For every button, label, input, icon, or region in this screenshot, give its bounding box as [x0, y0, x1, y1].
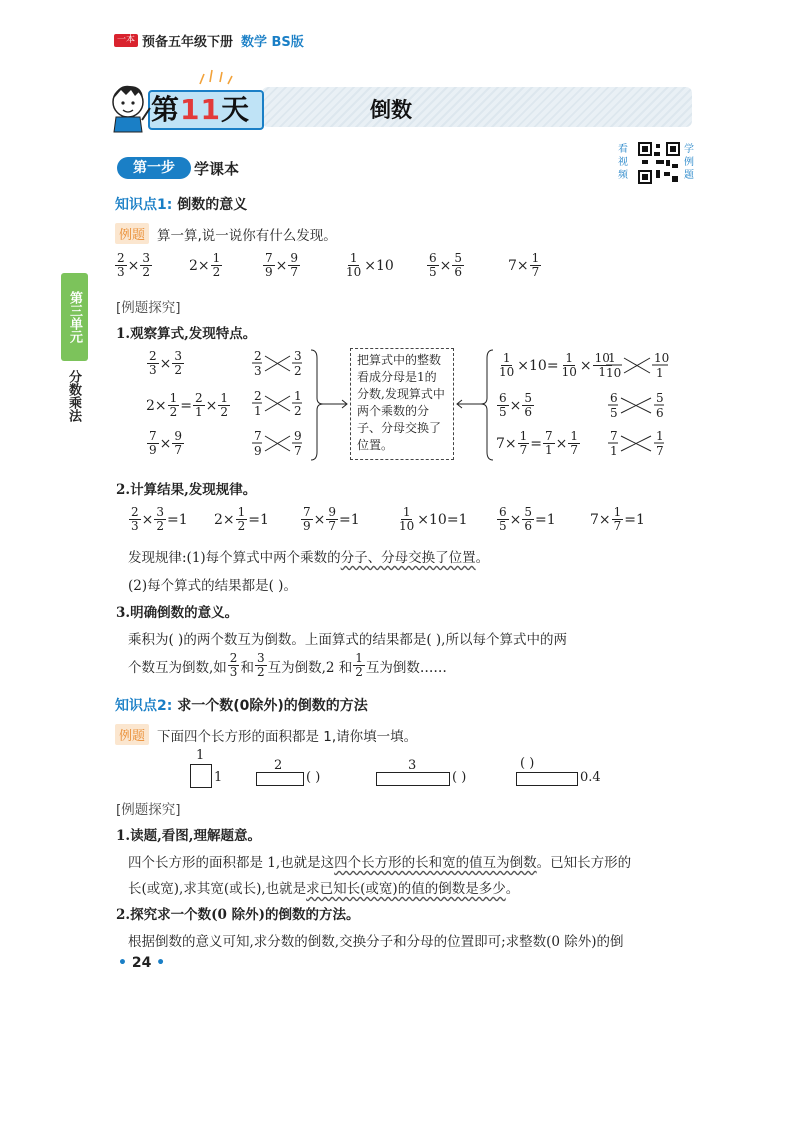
svg-text:7: 7 [254, 429, 262, 443]
kp2-step-2: 2.探究求一个数(0 除外)的倒数的方法。 [116, 907, 360, 923]
example-1-text: 算一算,说一说你有什么发现。 [157, 227, 337, 244]
expr-row-1-item-2: 2 × $\frac{1}{2}$ [189, 251, 221, 279]
step-title: 学课本 [194, 160, 240, 178]
unit-topic: 分数乘法 [66, 370, 81, 422]
unit-side-tab: 第三单元 [61, 273, 88, 361]
svg-text:7: 7 [656, 444, 664, 458]
qr-right-caption: 学例题 [684, 144, 694, 181]
svg-text:1: 1 [294, 389, 302, 403]
svg-text:1: 1 [656, 429, 664, 443]
obs-right-1: $\frac{1}{10}$ × 10 = $\frac{1}{10}$ × $\frac{10}{1}$ [499, 351, 610, 379]
explore-label-2: [例题探究] [116, 802, 181, 818]
obs-left-3: $\frac{7}{9}$ × $\frac{9}{7}$ [149, 429, 183, 457]
svg-text:6: 6 [656, 406, 664, 420]
rectangle-3 [376, 772, 450, 786]
step-badge: 第一步 [117, 157, 191, 179]
svg-text:1: 1 [610, 444, 618, 458]
rect-1-top: 1 [196, 748, 205, 763]
kp2-paragraph-1: 四个长方形的面积都是 1,也就是这四个长方形的长和宽的值互为倒数。已知长方形的 长(或宽),求其宽(或长),也就是求已知长(或宽)的值的倒数是多少。 [128, 855, 632, 897]
rect-3-top: 3 [408, 758, 417, 773]
sparkle-decoration [196, 66, 236, 86]
obs-left-2: 2 × $\frac{1}{2}$ = $\frac{2}{1}$ × $\frac{1}{2}$ [146, 391, 229, 419]
obs-left-1: $\frac{2}{3}$ × $\frac{3}{2}$ [149, 349, 183, 377]
kp1-step-3: 3.明确倒数的意义。 [116, 605, 239, 621]
svg-text:7: 7 [610, 429, 618, 443]
expr-row-1-item-5: $\frac{6}{5}$ × $\frac{5}{6}$ [429, 251, 463, 279]
brace-arrow-right [455, 348, 495, 462]
result-6: 7 × $\frac{1}{7}$ = 1 [590, 505, 645, 533]
svg-text:2: 2 [294, 404, 302, 418]
obs-right-3: 7 × $\frac{1}{7}$ = $\frac{7}{1}$ × $\frac{1}{7}$ [496, 429, 579, 457]
series-title: 预备五年级下册 [142, 35, 234, 50]
example-2-row [115, 724, 417, 745]
meaning-line-2: 个数互为倒数,如 $\frac{2}{3}$ 和 $\frac{3}{2}$ 互为倒数,2 和 $\frac{1}{2}$ 互为倒数…… [128, 651, 447, 679]
kp1-step-1: 1.观察算式,发现特点。 [116, 326, 257, 342]
explanation-box: 把算式中的整数看成分母是1的分数,发现算式中两个乘数的分子、分母交换了位置。 [350, 348, 454, 460]
svg-text:5: 5 [656, 391, 664, 405]
svg-text:2: 2 [254, 389, 262, 403]
title-band [262, 87, 692, 127]
cross-arrows-right [606, 350, 670, 464]
knowledge-point-2: 知识点2: 求一个数(0除外)的倒数的方法 [115, 698, 368, 714]
expr-row-1-item-1: $\frac{2}{3}$ × $\frac{3}{2}$ [117, 251, 151, 279]
rect-1-side: 1 [214, 770, 223, 785]
brand-logo: 一本 [114, 34, 138, 47]
rectangle-1 [190, 764, 212, 788]
svg-text:10: 10 [606, 366, 622, 380]
svg-text:2: 2 [294, 364, 302, 378]
svg-text:1: 1 [254, 404, 262, 418]
page-number: • 24 • [118, 955, 166, 971]
svg-text:9: 9 [294, 429, 302, 443]
rect-4-side: 0.4 [580, 770, 601, 785]
svg-text:10: 10 [654, 351, 670, 365]
svg-text:1: 1 [656, 366, 664, 380]
svg-text:3: 3 [294, 349, 302, 363]
kp1-step-2: 2.计算结果,发现规律。 [116, 482, 257, 498]
rule-1: 发现规律:(1)每个算式中两个乘数的分子、分母交换了位置。 [128, 550, 490, 566]
result-4: $\frac{1}{10}$ × 10 = 1 [399, 505, 468, 533]
explore-label-1: [例题探究] [116, 300, 181, 316]
rule-2: (2)每个算式的结果都是( )。 [128, 578, 297, 594]
result-5: $\frac{6}{5}$ × $\frac{5}{6}$ = 1 [499, 505, 556, 533]
example-2-text: 下面四个长方形的面积都是 1,请你填一填。 [157, 728, 418, 745]
result-2: 2 × $\frac{1}{2}$ = 1 [214, 505, 269, 533]
rectangle-2 [256, 772, 304, 786]
rectangle-4 [516, 772, 578, 786]
cross-arrows-left [250, 348, 308, 462]
svg-text:9: 9 [254, 444, 262, 458]
brace-arrow-left [309, 348, 349, 462]
qr-left-caption: 看视频 [618, 144, 628, 181]
svg-text:2: 2 [254, 349, 262, 363]
rect-2-side[interactable]: ( ) [306, 770, 321, 785]
rect-3-side[interactable]: ( ) [452, 770, 467, 785]
svg-text:6: 6 [610, 391, 618, 405]
lesson-title: 倒数 [370, 98, 412, 122]
meaning-line-1: 乘积为( )的两个数互为倒数。上面算式的结果都是( ),所以每个算式中的两 [128, 632, 567, 648]
rect-2-top: 2 [274, 758, 283, 773]
svg-text:3: 3 [254, 364, 262, 378]
kp2-paragraph-2: 根据倒数的意义可知,求分数的倒数,交换分子和分母的位置即可;求整数(0 除外)的倒 [128, 934, 624, 950]
example-1-row [115, 223, 337, 244]
svg-text:1: 1 [608, 351, 616, 365]
obs-right-2: $\frac{6}{5}$ × $\frac{5}{6}$ [499, 391, 533, 419]
kp2-step-1: 1.读题,看图,理解题意。 [116, 828, 261, 844]
svg-text:5: 5 [610, 406, 618, 420]
result-1: $\frac{2}{3}$ × $\frac{3}{2}$ = 1 [131, 505, 188, 533]
qr-code-icon[interactable] [638, 142, 680, 184]
svg-text:7: 7 [294, 444, 302, 458]
expr-row-1-item-6: 7 × $\frac{1}{7}$ [508, 251, 540, 279]
mascot-illustration [106, 78, 152, 134]
subject-label: 数学 BS版 [241, 35, 304, 50]
day-label: 第11天 [151, 93, 250, 126]
expr-row-1-item-3: $\frac{7}{9}$ × $\frac{9}{7}$ [265, 251, 299, 279]
result-3: $\frac{7}{9}$ × $\frac{9}{7}$ = 1 [303, 505, 360, 533]
expr-row-1-item-4: $\frac{1}{10}$ × 10 [346, 251, 394, 279]
knowledge-point-1: 知识点1: 倒数的意义 [115, 197, 248, 213]
rect-4-top[interactable]: ( ) [520, 756, 535, 771]
example-tag: 例题 [115, 724, 149, 745]
example-tag: 例题 [115, 223, 149, 244]
